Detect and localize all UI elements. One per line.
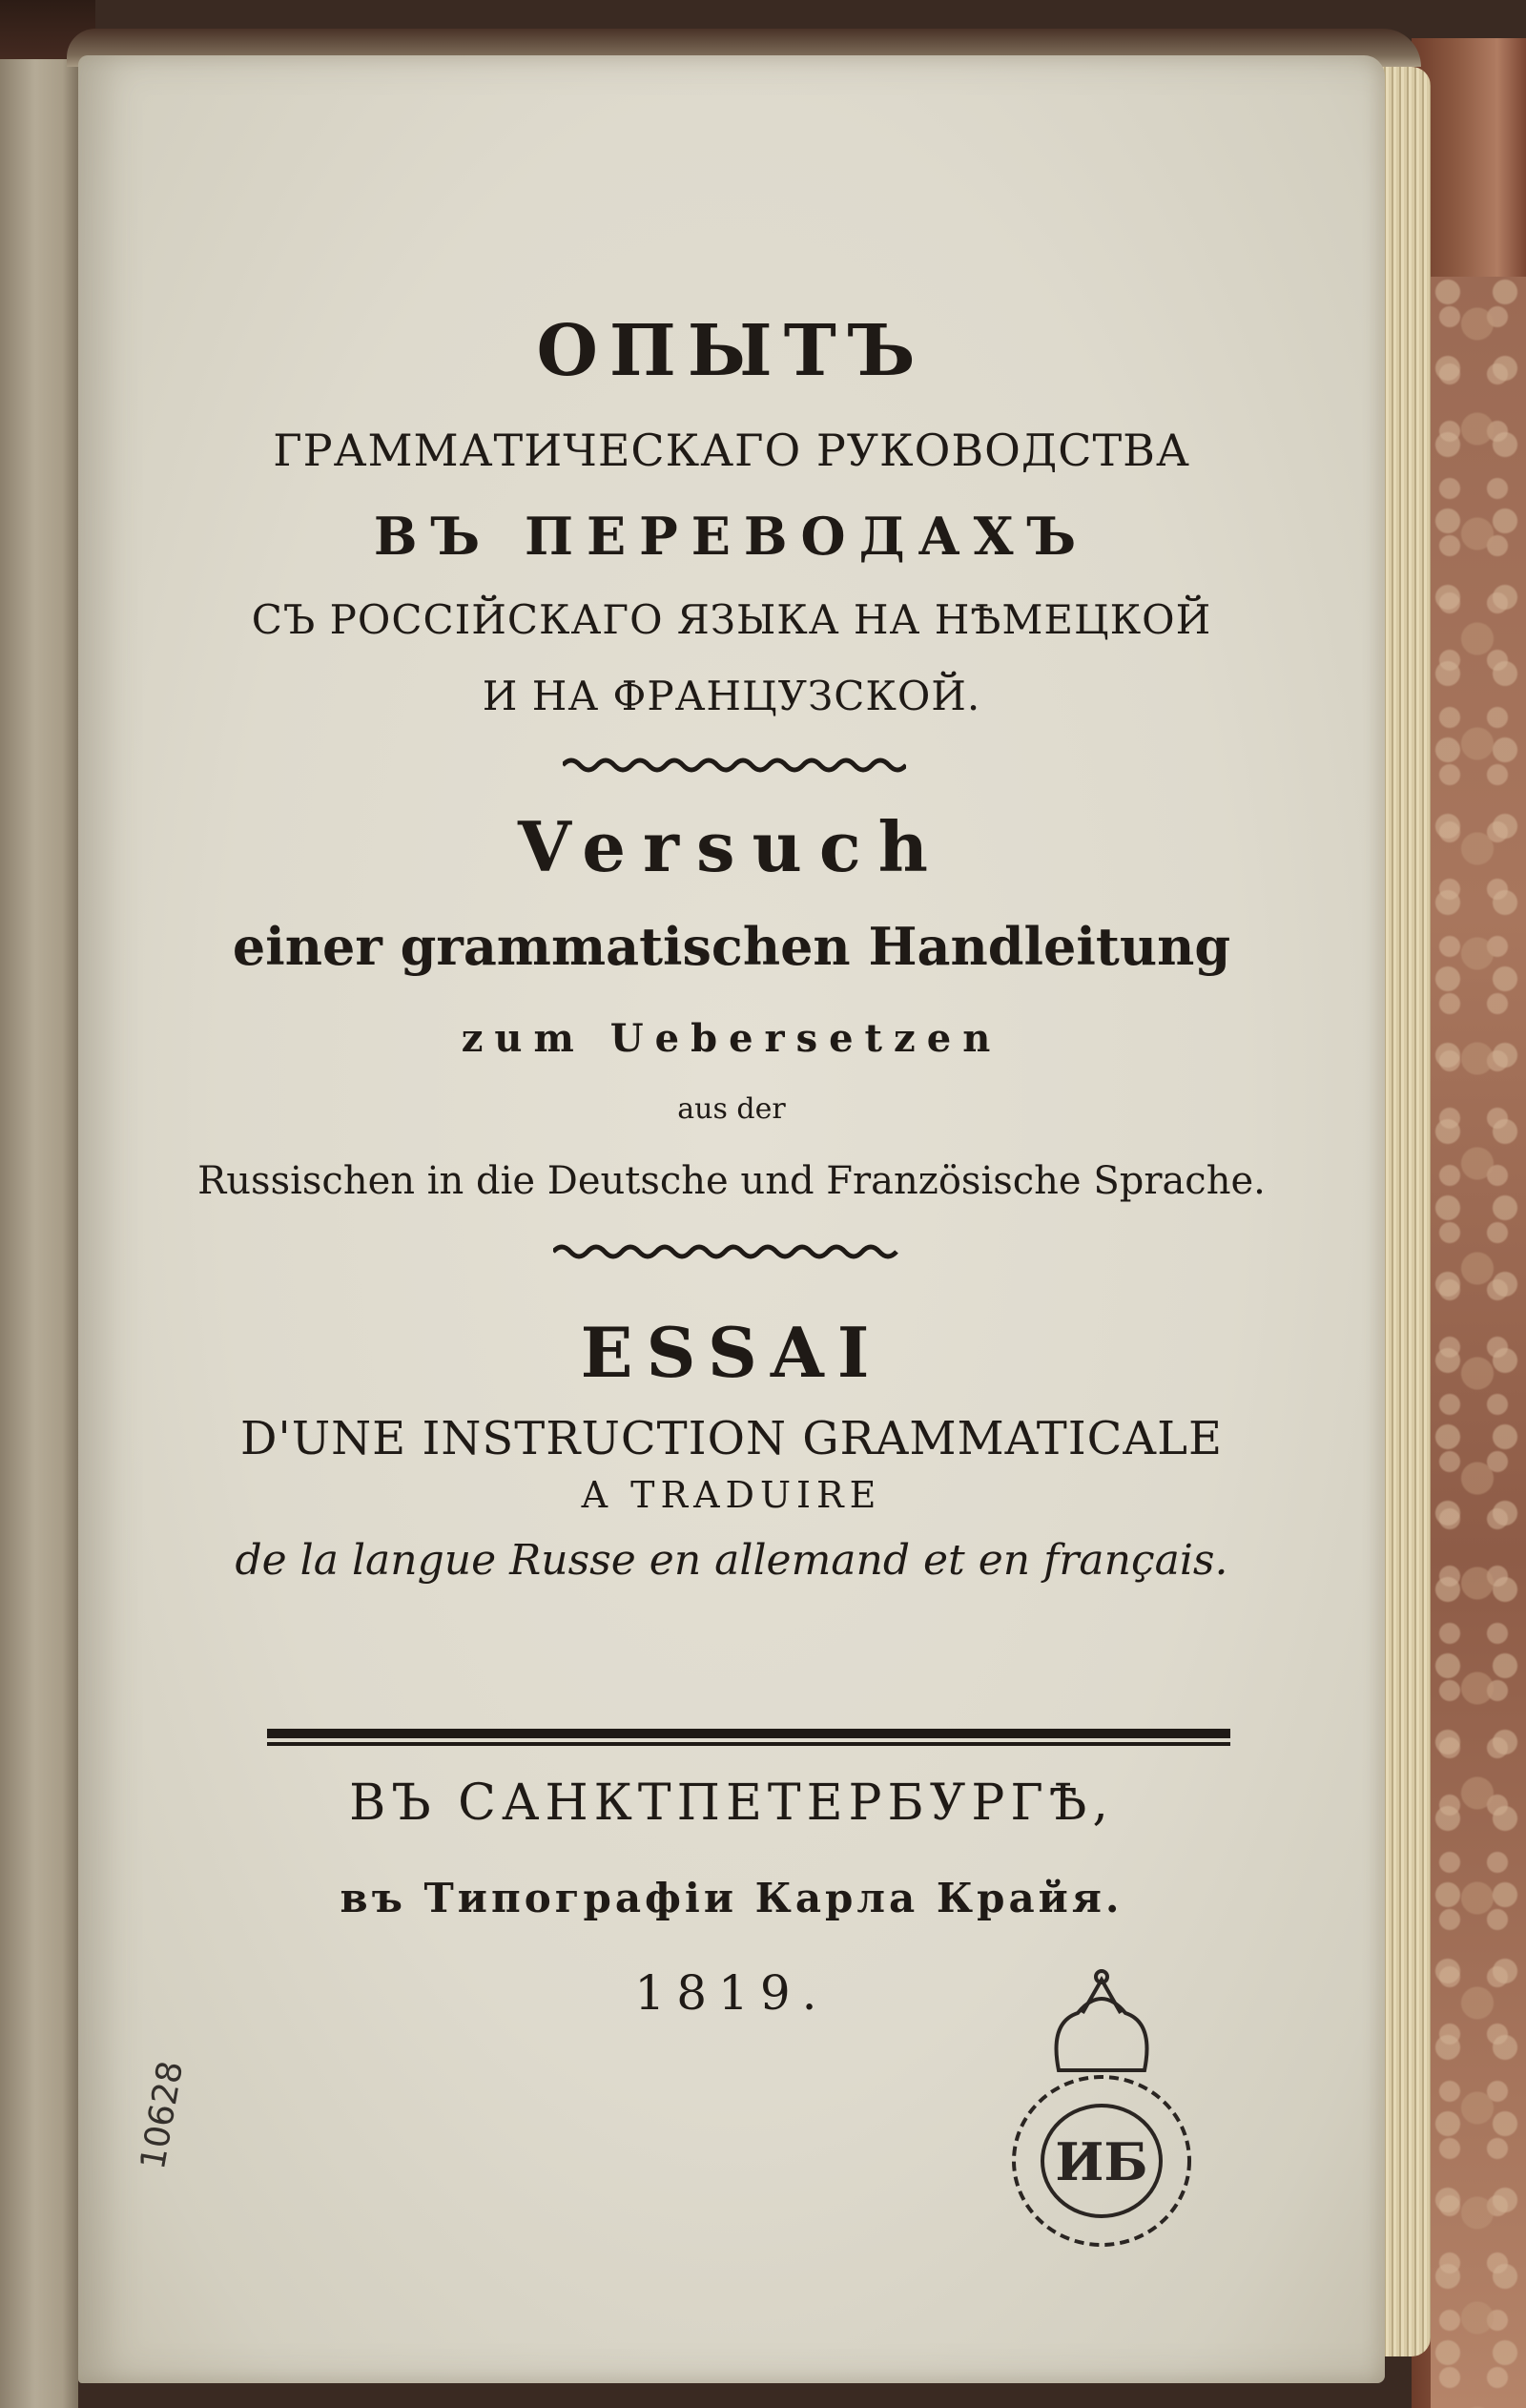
german-title: Versuch <box>517 806 946 887</box>
german-line-3: aus der <box>677 1092 786 1126</box>
wavy-divider-2 <box>553 1240 906 1263</box>
wavy-divider-1 <box>563 754 906 777</box>
imprint-year: 1819. <box>634 1965 829 2021</box>
crown-icon <box>1057 1999 1147 2070</box>
shelfmark-number: 10628 <box>134 2058 192 2173</box>
french-line-2: A TRADUIRE <box>581 1474 882 1516</box>
french-line-1: D'UNE INSTRUCTION GRAMMATICALE <box>240 1412 1223 1465</box>
stamp-monogram: ИБ <box>1055 2131 1148 2192</box>
double-rule-top <box>267 1729 1230 1738</box>
german-line-1: einer grammatischen Handleitung <box>232 916 1231 977</box>
french-title: ESSAI <box>580 1312 883 1393</box>
russian-line-4: И НА ФРАНЦУЗСКОЙ. <box>482 673 981 719</box>
russian-line-3: СЪ РОССІЙСКАГО ЯЗЫКА НА НѢМЕЦКОЙ <box>251 596 1212 643</box>
imprint-city: ВЪ САНКТПЕТЕРБУРГѢ, <box>349 1775 1114 1832</box>
russian-line-1: ГРАММАТИЧЕСКАГО РУКОВОДСТВА <box>273 425 1190 476</box>
russian-line-2: ВЪ ПЕРЕВОДАХЪ <box>373 506 1090 567</box>
german-line-4: Russischen in die Deutsche und Französische Sprache. <box>197 1159 1266 1203</box>
german-line-2: zum Uebersetzen <box>461 1016 1002 1061</box>
imprint-press: въ Типографіи Карла Крайя. <box>340 1875 1124 1921</box>
marbled-endpaper <box>1431 277 1526 2408</box>
left-page-edge <box>0 59 78 2408</box>
double-rule-bottom <box>267 1742 1230 1746</box>
russian-title: ОПЫТЪ <box>536 310 927 392</box>
french-line-3: de la langue Russe en allemand et en français. <box>235 1536 1228 1585</box>
library-stamp <box>992 1965 1211 2252</box>
